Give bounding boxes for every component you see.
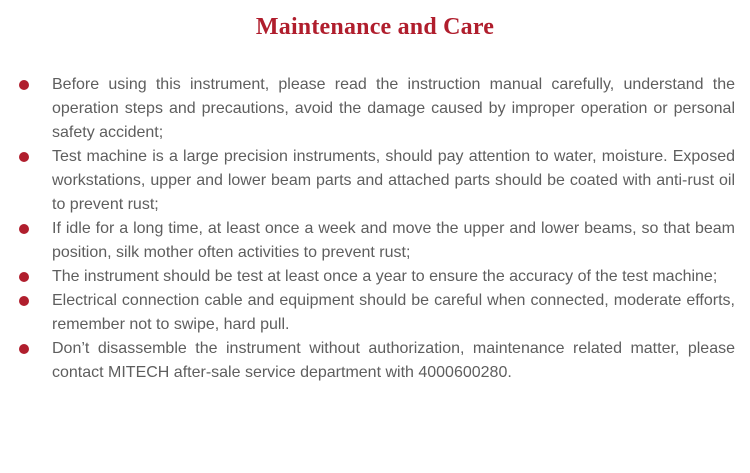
list-item [19,337,735,385]
page-title: Maintenance and Care [255,14,495,40]
list-item-text: If idle for a long time, at least once a week and move the upper and lower beams, so that beam position, silk mother often activities to prevent rust; [52,220,735,261]
list-item [19,217,735,265]
list-item-text: Before using this instrument, please read the instruction manual carefully, understand the operation steps and precautions, avoid the damage caused by improper operation or personal safety accident; [52,76,735,141]
maintenance-care-page [0,12,750,473]
bullet-icon [19,272,29,282]
bullet-icon [19,344,29,354]
list-item-text: Electrical connection cable and equipment should be careful when connected, moderate efforts, remember not to swipe, hard pull. [52,292,735,333]
list-item [19,145,735,217]
list-item-text: The instrument should be test at least once a year to ensure the accuracy of the test machine; [52,268,718,285]
bullet-icon [19,152,29,162]
bullet-icon [19,296,29,306]
list-item-text: Don’t disassemble the instrument without authorization, maintenance related matter, please contact MITECH after-sale service department with 4000600280. [52,340,735,381]
list-item [19,289,735,337]
list-item-text: Test machine is a large precision instruments, should pay attention to water, moisture. Exposed workstations, upper and lower beam parts and attached parts should be coated with anti-rust oil to prevent rust; [52,148,735,213]
list-item [19,265,735,289]
maintenance-instructions-list [0,73,750,385]
bullet-icon [19,80,29,90]
list-item [19,73,735,145]
bullet-icon [19,224,29,234]
